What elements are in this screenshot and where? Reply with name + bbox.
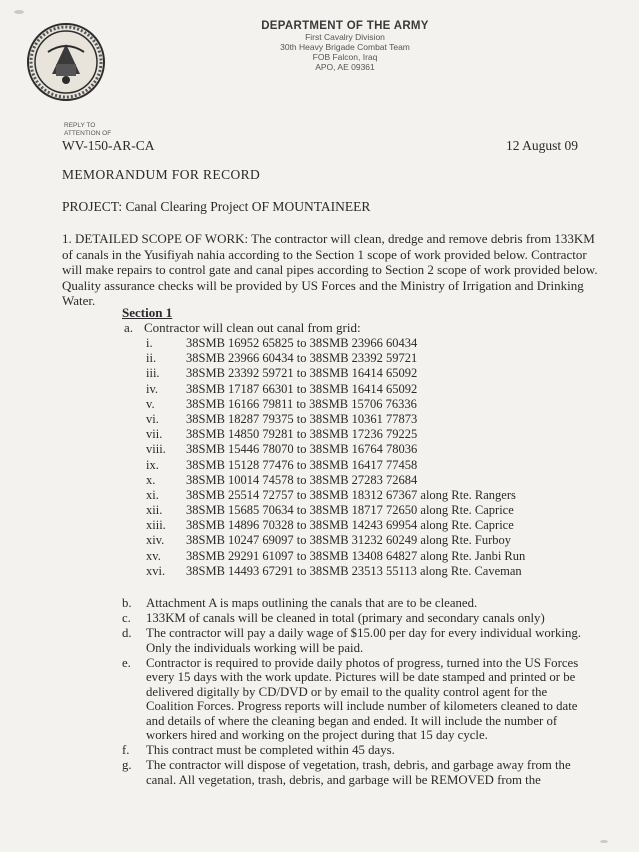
grid-num: vii. (146, 427, 163, 442)
grid-text: 38SMB 25514 72757 to 38SMB 18312 67367 along Rte. Rangers (186, 487, 516, 502)
grid-text: 38SMB 14493 67291 to 38SMB 23513 55113 along Rte. Caveman (186, 563, 522, 578)
item-text: The contractor will dispose of vegetation, trash, debris, and garbage away from the canal. All vegetation, trash, debris, and garbage will be REMOVED from the (146, 758, 571, 787)
grid-num: xv. (146, 548, 161, 563)
grid-num: iv. (146, 381, 159, 396)
grid-row (146, 518, 525, 533)
list-item (122, 611, 592, 626)
item-label: g. (122, 758, 132, 772)
memo-date: 12 August 09 (506, 138, 579, 153)
letterhead-line: 30th Heavy Brigade Combat Team (280, 42, 410, 52)
grid-text: 38SMB 23392 59721 to 38SMB 16414 65092 (186, 366, 418, 381)
grid-row (146, 427, 525, 442)
army-seal-icon (26, 22, 106, 102)
grid-row (146, 458, 525, 473)
letterhead-line: First Cavalry Division (305, 32, 385, 42)
item-label: b. (122, 596, 132, 610)
list-item (124, 320, 361, 336)
grid-text: 38SMB 10247 69097 to 38SMB 31232 60249 along Rte. Furboy (186, 533, 512, 548)
item-text: Contractor is required to provide daily photos of progress, turned into the US Forces every 15 days with the work update. Pictures will be date stamped and printed or be delivered digitally by CD/DVD or by email to the quality control agent for the Coalition Forces. Progress reports will include number of kilometers cleaned to date and details of where the cleaning began and ended. It will include the number of workers hired and working on the project during that 15 day cycle. (146, 655, 579, 742)
grid-row (146, 336, 525, 351)
grid-text: 38SMB 16166 79811 to 38SMB 15706 76336 (186, 396, 417, 411)
grid-num: viii. (146, 442, 166, 457)
reply-to-line: REPLY TO (64, 122, 96, 129)
grid-row (146, 366, 525, 381)
list-item (122, 626, 592, 655)
grid-row (146, 488, 525, 503)
grid-num: ix. (146, 457, 159, 472)
item-label: e. (122, 655, 131, 670)
grid-num: xi. (146, 487, 159, 502)
grid-row (146, 442, 525, 457)
grid-num: iii. (146, 366, 160, 381)
grid-text: 38SMB 18287 79375 to 38SMB 10361 77873 (186, 411, 418, 426)
item-label: c. (122, 611, 131, 625)
reply-to-block (64, 122, 111, 138)
list-item (122, 596, 592, 611)
list-item (122, 656, 592, 743)
paper-speck (14, 10, 24, 14)
paper-speck (600, 840, 608, 843)
item-text: Contractor will clean out canal from grid: (144, 320, 361, 335)
letterhead-line: FOB Falcon, Iraq (312, 52, 378, 62)
item-text: This contract must be completed within 45 days. (146, 743, 395, 757)
letterhead (180, 20, 510, 72)
item-label: f. (122, 743, 130, 757)
grid-text: 38SMB 14850 79281 to 38SMB 17236 79225 (186, 427, 418, 442)
grid-row (146, 351, 525, 366)
grid-list (146, 336, 525, 579)
grid-row (146, 503, 525, 518)
item-text: 133KM of canals will be cleaned in total (primary and secondary canals only) (146, 611, 545, 625)
section-heading: Section 1 (122, 305, 173, 320)
grid-text: 38SMB 15685 70634 to 38SMB 18717 72650 along Rte. Caprice (186, 503, 514, 518)
grid-row (146, 412, 525, 427)
grid-row (146, 564, 525, 579)
office-symbol: WV-150-AR-CA (62, 138, 155, 153)
item-text: Attachment A is maps outlining the canals that are to be cleaned. (146, 596, 478, 610)
grid-text: 38SMB 29291 61097 to 38SMB 13408 64827 along Rte. Janbi Run (186, 548, 526, 563)
requirements-list (122, 596, 592, 788)
grid-row (146, 473, 525, 488)
department-title: DEPARTMENT OF THE ARMY (261, 20, 429, 32)
list-item (122, 743, 592, 758)
scope-paragraph: 1. DETAILED SCOPE OF WORK: The contractor will clean, dredge and remove debris from 133KM of canals in the Yusifiyah nahia according to the Section 1 scope of work provided below. Contractor will make repairs to control gate and canal pipes according to Section 2 scope of work provided below. Quality assurance checks will be provided by US Forces and the Ministry of Irrigation and Drinking Water. (62, 231, 598, 308)
grid-text: 38SMB 23966 60434 to 38SMB 23392 59721 (186, 351, 418, 366)
reply-to-line: ATTENTION OF (64, 130, 112, 137)
grid-text: 38SMB 16952 65825 to 38SMB 23966 60434 (186, 336, 418, 350)
grid-text: 38SMB 14896 70328 to 38SMB 14243 69954 along Rte. Caprice (186, 518, 514, 533)
grid-text: 38SMB 10014 74578 to 38SMB 27283 72684 (186, 472, 418, 487)
grid-row (146, 533, 525, 548)
item-label: d. (122, 626, 132, 640)
grid-text: 38SMB 17187 66301 to 38SMB 16414 65092 (186, 381, 418, 396)
grid-num: xii. (146, 503, 163, 518)
list-item (122, 758, 592, 787)
grid-num: vi. (146, 411, 159, 426)
grid-num: i. (146, 336, 153, 350)
grid-num: v. (146, 396, 155, 411)
grid-text: 38SMB 15446 78070 to 38SMB 16764 78036 (186, 442, 418, 457)
grid-num: ii. (146, 351, 157, 366)
grid-text: 38SMB 15128 77476 to 38SMB 16417 77458 (186, 457, 418, 472)
letterhead-line: APO, AE 09361 (315, 62, 375, 72)
grid-num: xiii. (146, 518, 166, 533)
grid-row (146, 397, 525, 412)
item-label: a. (124, 320, 134, 335)
item-text: The contractor will pay a daily wage of $15.00 per day for every individual working. Only the individuals working will be paid. (146, 626, 581, 655)
grid-num: xiv. (146, 533, 165, 548)
memo-title: MEMORANDUM FOR RECORD (62, 167, 261, 182)
project-line: PROJECT: Canal Clearing Project OF MOUNTAINEER (62, 199, 371, 214)
grid-row (146, 549, 525, 564)
grid-row (146, 382, 525, 397)
grid-num: x. (146, 472, 156, 487)
grid-num: xvi. (146, 563, 166, 578)
